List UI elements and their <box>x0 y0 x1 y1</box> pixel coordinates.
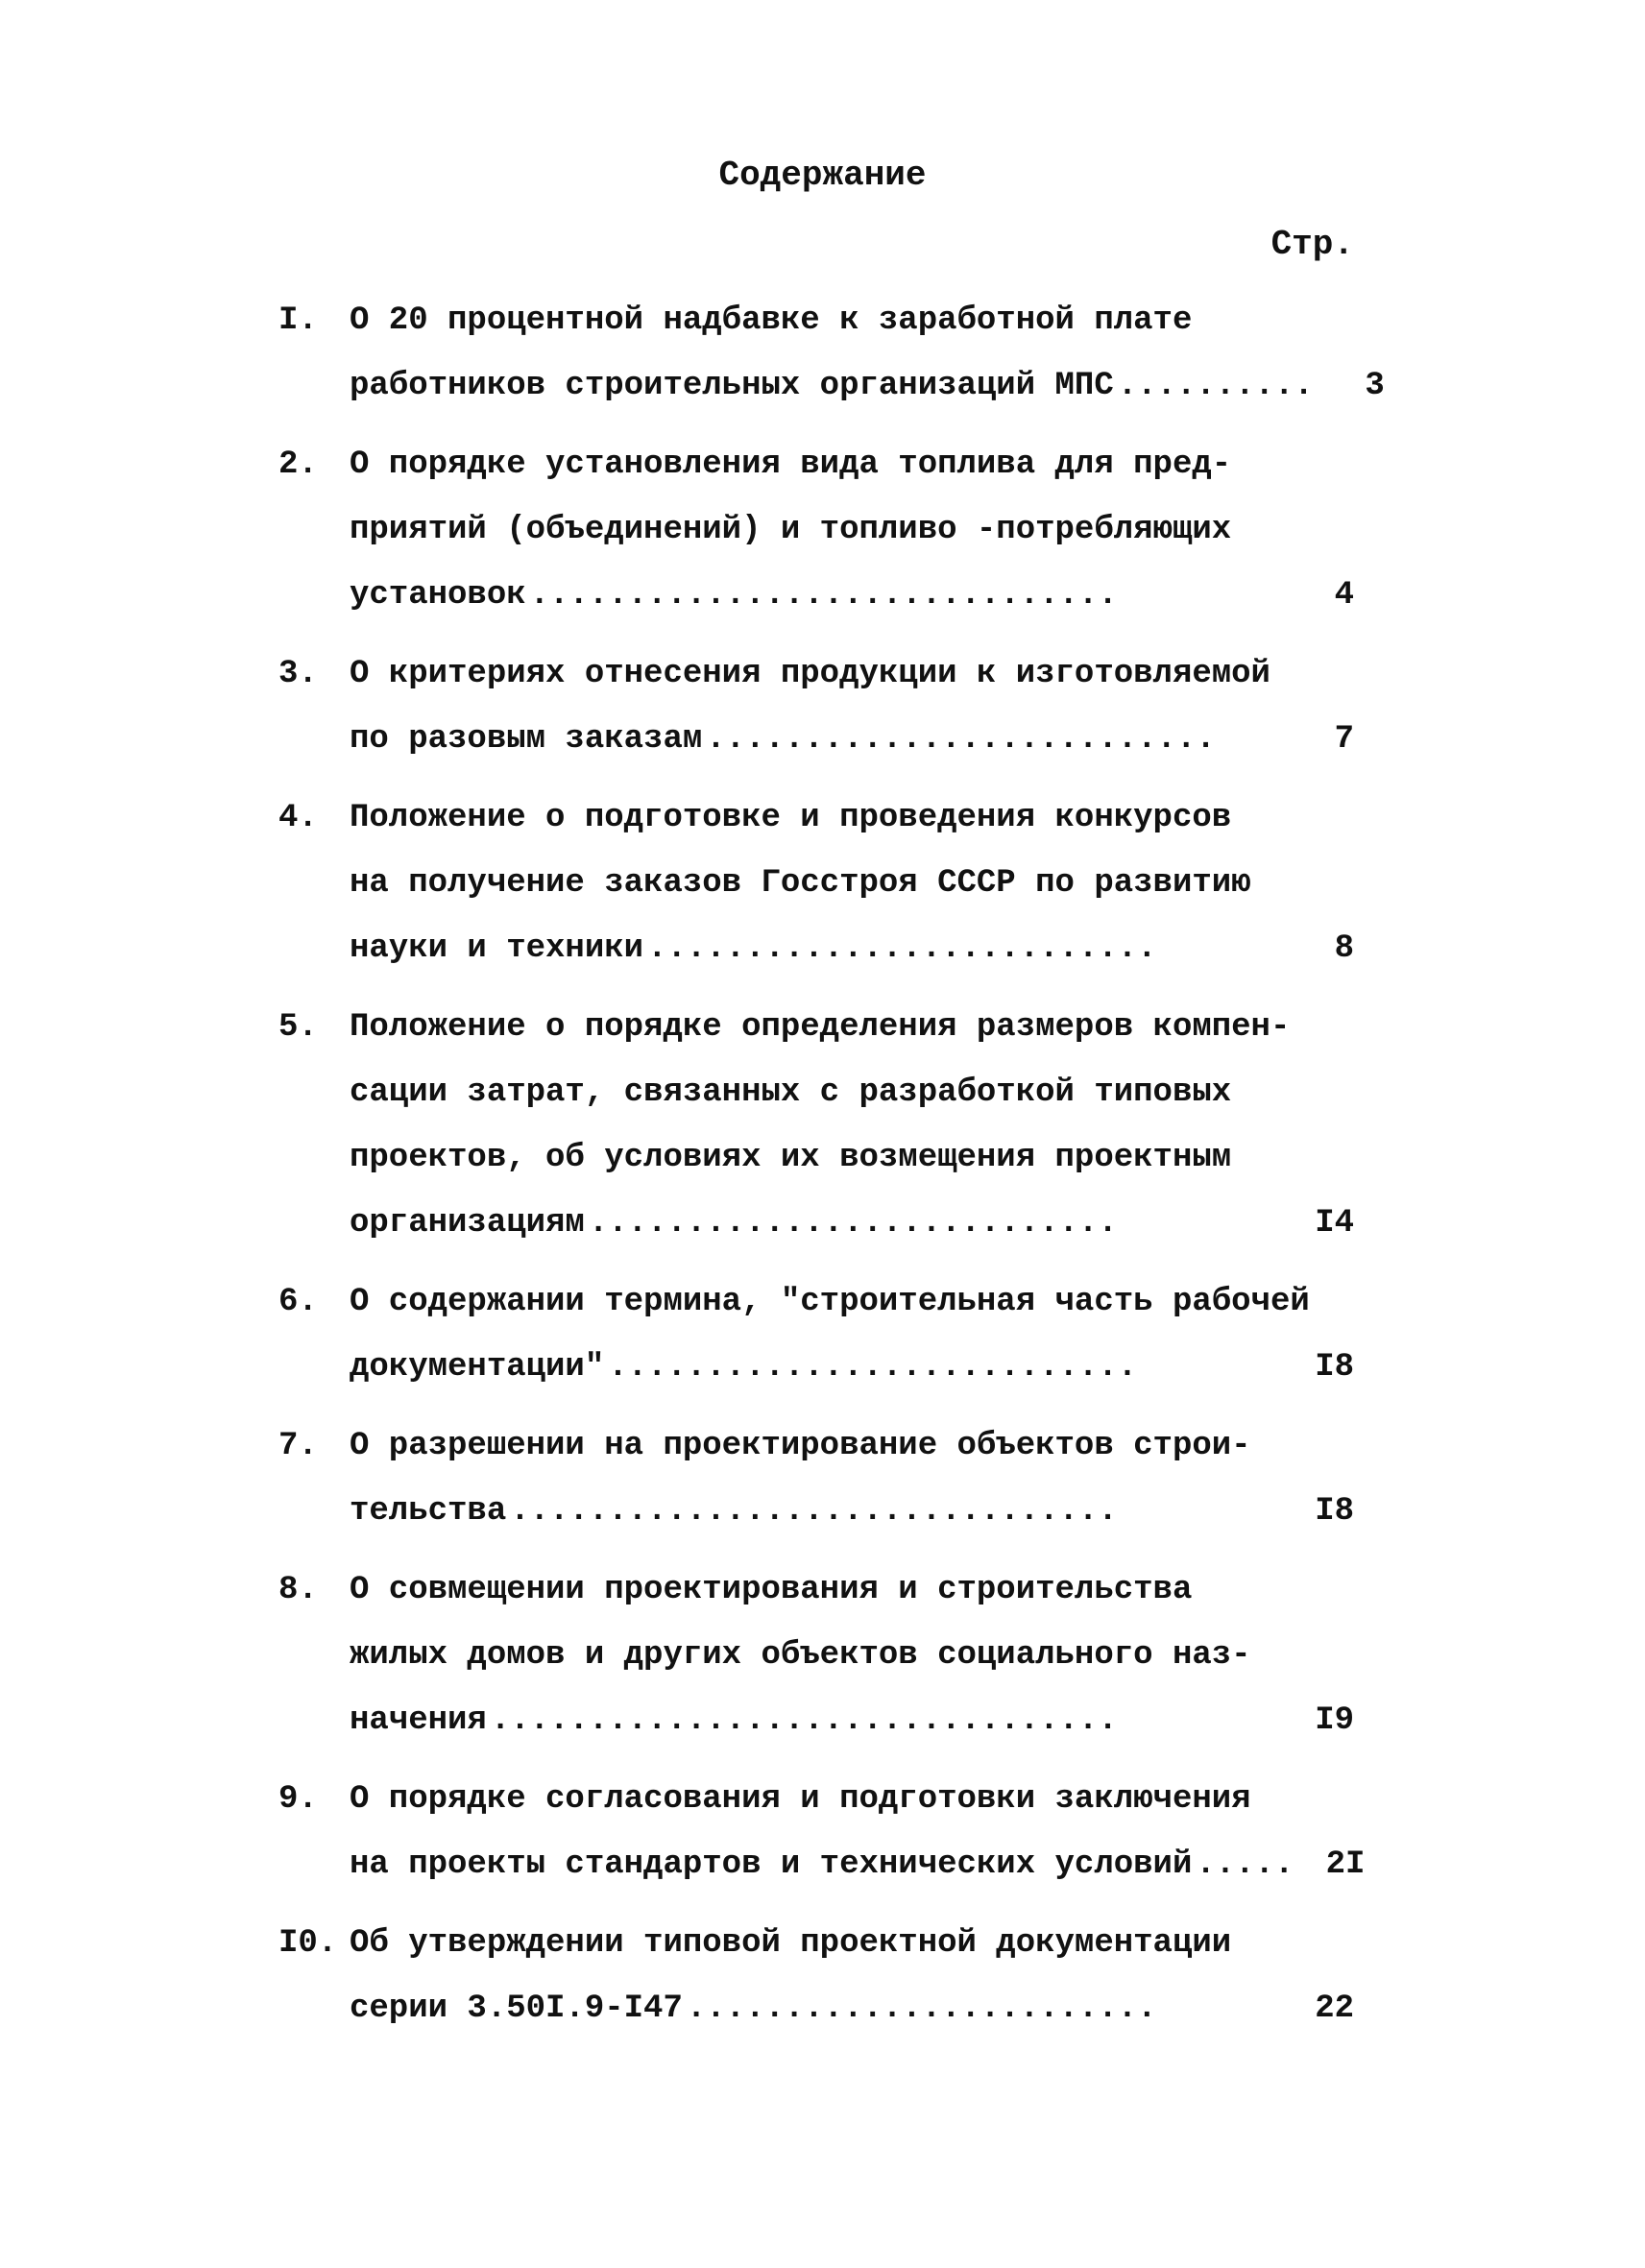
toc-page-number: 7 <box>1334 721 1354 758</box>
toc-entry <box>278 432 1354 628</box>
toc-entry-title: на получение заказов Госстроя СССР по развитию <box>350 865 1251 902</box>
toc-page-number: 8 <box>1334 930 1354 967</box>
toc-entry-line <box>278 1413 1354 1479</box>
toc-entry-title: жилых домов и других объектов социального наз- <box>350 1637 1251 1674</box>
toc-entry-title: проектов, об условиях их возмещения проектным <box>350 1140 1232 1176</box>
toc-dot-leader: .............................. <box>529 577 1118 614</box>
toc-dot-leader: ........................ <box>686 1991 1157 2027</box>
toc-entry-line <box>278 353 1385 419</box>
toc-entry <box>278 288 1385 419</box>
toc-entry-number: I. <box>278 302 318 339</box>
toc-entry-line <box>278 432 1354 497</box>
toc-entry-title: Об утверждении типовой проектной документации <box>350 1925 1232 1962</box>
page-title: Содержание <box>718 156 927 195</box>
toc-entry <box>278 1557 1354 1753</box>
toc-entry-title: науки и техники <box>350 930 644 967</box>
toc-entry-line <box>278 707 1354 772</box>
toc-entry-line <box>278 916 1354 981</box>
toc-entry-title: О разрешении на проектирование объектов строи- <box>350 1428 1251 1464</box>
toc-entry-title: начения <box>350 1702 487 1739</box>
toc-entry <box>278 1269 1354 1400</box>
toc-page-number: I8 <box>1315 1349 1354 1386</box>
toc-entry-title: по разовым заказам <box>350 721 703 758</box>
toc-entry-title: установок <box>350 577 526 614</box>
toc-page-number: 22 <box>1315 1991 1354 2027</box>
toc-entry-number: 7. <box>278 1428 318 1464</box>
page-column-header: Стр. <box>1270 225 1354 264</box>
toc-entry-line <box>278 1060 1354 1125</box>
toc-dot-leader: .......................... <box>647 930 1157 967</box>
toc-entry-line <box>278 1335 1354 1400</box>
toc-entry-line <box>278 1557 1354 1623</box>
toc-entry-line <box>278 1767 1354 1832</box>
toc-entry-line <box>278 1911 1354 1976</box>
toc-entry-title: работников строительных организаций МПС <box>350 368 1114 404</box>
toc-entry-title: Положение о порядке определения размеров компен- <box>350 1009 1291 1046</box>
toc-entry-title: сации затрат, связанных с разработкой типовых <box>350 1074 1232 1111</box>
toc-dot-leader: ........................... <box>608 1349 1138 1386</box>
toc-entry-title: серии 3.50I.9-I47 <box>350 1991 683 2027</box>
toc-entry-title: О содержании термина, "строительная часть рабочей <box>350 1284 1310 1320</box>
toc-entry-number: 4. <box>278 800 318 836</box>
toc-entry-title: О порядке согласования и подготовки заключения <box>350 1781 1251 1818</box>
toc-dot-leader: ........................... <box>588 1205 1118 1242</box>
toc-entry-line <box>278 1191 1354 1256</box>
toc-dot-leader: ............................... <box>510 1493 1118 1530</box>
toc-entry <box>278 785 1354 981</box>
toc-entry-title: приятий (объединений) и топливо -потребляющих <box>350 512 1232 548</box>
toc-entry-line <box>278 641 1354 707</box>
toc-entry-title: Положение о подготовке и проведения конкурсов <box>350 800 1232 836</box>
toc-page-number: 3 <box>1365 368 1385 404</box>
toc-page-number: 4 <box>1334 577 1354 614</box>
toc-entry-number: 9. <box>278 1781 318 1818</box>
toc-entry-line <box>278 785 1354 851</box>
toc-entry-line <box>278 851 1354 916</box>
toc-entry-number: 6. <box>278 1284 318 1320</box>
toc-entry-line <box>278 995 1354 1060</box>
toc-entry-line <box>278 1976 1354 2041</box>
toc-entry-title: документации" <box>350 1349 605 1386</box>
toc-entry <box>278 1767 1366 1897</box>
toc-entry <box>278 1413 1354 1544</box>
toc-entry-title: на проекты стандартов и технических условий <box>350 1846 1193 1883</box>
toc-page-number: I4 <box>1315 1205 1354 1242</box>
toc-dot-leader: ................................ <box>490 1702 1118 1739</box>
toc-entry-title: О 20 процентной надбавке к заработной плате <box>350 302 1193 339</box>
toc-entry-title: О порядке установления вида топлива для пред- <box>350 446 1232 483</box>
toc-dot-leader: ..... <box>1196 1846 1294 1883</box>
toc-entry-title: организациям <box>350 1205 585 1242</box>
toc-entry <box>278 641 1354 772</box>
toc-page-number: 2I <box>1325 1846 1366 1883</box>
toc-entry-number: 5. <box>278 1009 318 1046</box>
toc-entry-line <box>278 497 1354 563</box>
toc-entry-line <box>278 1832 1366 1897</box>
toc-entry-line <box>278 1688 1354 1753</box>
toc-entry-line <box>278 1125 1354 1191</box>
toc-entry <box>278 1911 1354 2041</box>
toc-entry-line <box>278 288 1354 353</box>
toc-entry-line <box>278 1479 1354 1544</box>
toc-entry-line <box>278 1623 1354 1688</box>
toc-dot-leader: .......... <box>1117 368 1314 404</box>
toc-entry-line <box>278 563 1354 628</box>
toc-entry <box>278 995 1354 1256</box>
toc-entry-number: 8. <box>278 1572 318 1608</box>
toc-entry-title: О критериях отнесения продукции к изготовляемой <box>350 656 1270 692</box>
toc-entry-line <box>278 1269 1354 1335</box>
toc-entry-title: тельства <box>350 1493 507 1530</box>
toc-dot-leader: .......................... <box>706 721 1216 758</box>
toc-entry-title: О совмещении проектирования и строительства <box>350 1572 1193 1608</box>
toc-entry-number: 2. <box>278 446 318 483</box>
toc-entry-number: I0. <box>278 1925 338 1962</box>
table-of-contents <box>278 288 1385 2055</box>
toc-page-number: I8 <box>1315 1493 1354 1530</box>
toc-entry-number: 3. <box>278 656 318 692</box>
toc-page-number: I9 <box>1315 1702 1354 1739</box>
